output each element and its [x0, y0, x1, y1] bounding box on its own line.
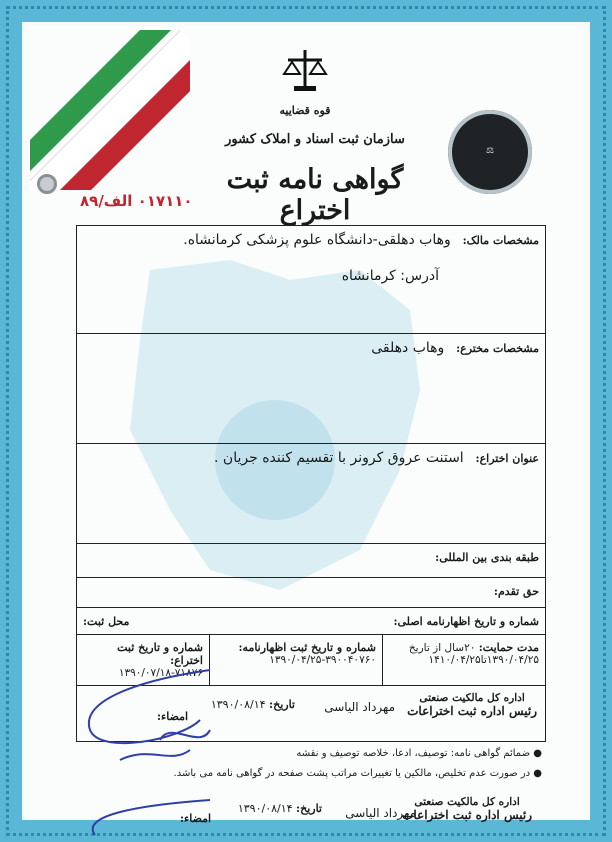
declaration-value: ۱۳۹۰/۰۴/۲۵-۳۹۰۰۴۰۷۶۰	[269, 654, 376, 666]
protection-line1: ۲۰سال از تاریخ	[408, 642, 476, 654]
protection-label: مدت حمایت:	[478, 641, 539, 654]
declaration-label: شماره و تاریخ ثبت اظهارنامه:	[238, 641, 376, 654]
sig1-office: اداره کل مالکیت صنعتی	[419, 692, 525, 704]
priority-label: حق تقدم:	[493, 585, 539, 598]
certificate-number: ۰۱۷۱۱۰ الف/۸۹	[80, 192, 193, 210]
sig1-date: ۱۳۹۰/۰۸/۱۴	[210, 698, 266, 711]
handwritten-signature-2	[60, 790, 280, 842]
eyelet	[37, 174, 57, 194]
sig1-sign-label: امضاء:	[157, 710, 189, 723]
note-attachments: ● ضمائم گواهی نامه: توصیف، ادعا، خلاصه توصیف و نقشه	[296, 748, 542, 759]
certificate-title: گواهی نامه ثبت اختراع	[226, 164, 404, 226]
classification-label: طبقه بندی بین المللی:	[435, 551, 539, 564]
registration-label: شماره و تاریخ ثبت اختراع:	[117, 641, 203, 667]
organization-name: سازمان ثبت اسناد و املاک کشور	[225, 132, 405, 147]
inventor-label: مشخصات مخترع:	[456, 342, 539, 355]
owner-address: آدرس: کرمانشاه	[341, 268, 439, 284]
sig1-role: رئیس اداره ثبت اختراعات	[407, 704, 537, 718]
sig2-name: مهرداد الیاسی	[345, 806, 416, 820]
owner-value: وهاب دهلقی-دانشگاه علوم پزشکی کرمانشاه.	[183, 232, 451, 248]
invention-title-value: استنت عروق کرونر با تقسیم کننده جریان .	[214, 450, 464, 466]
sig2-sign-label: امضاء:	[180, 812, 212, 825]
note-transfer: ● در صورت عدم تخلیص، مالکین یا تغییرات مراتب پشت صفحه در گواهی نامه می باشد.	[173, 768, 542, 779]
iran-flag-ribbon	[30, 30, 190, 190]
judiciary-label: قوه قضاییه	[279, 104, 331, 117]
inventor-value: وهاب دهلقی	[371, 340, 445, 356]
invention-title-label: عنوان اختراع:	[475, 452, 539, 465]
owner-label: مشخصات مالک:	[462, 234, 539, 247]
original-declaration-label: شماره و تاریخ اظهارنامه اصلی:	[393, 615, 539, 628]
sig2-role: رئیس اداره ثبت اختراعات	[402, 808, 532, 822]
sig2-date-block: تاریخ: ۱۳۹۰/۰۸/۱۴	[237, 802, 322, 815]
sig1-name: مهرداد الیاسی	[324, 700, 395, 714]
registration-value: ۱۳۹۰/۰۷/۱۸-۷۱۸۷۶	[118, 667, 203, 679]
scales-of-justice-emblem	[282, 46, 328, 94]
registration-place-label: محل ثبت:	[83, 615, 130, 628]
sig2-office: اداره کل مالکیت صنعتی	[414, 796, 520, 808]
hologram-seal: ⚖	[448, 110, 532, 194]
protection-line2: ۱۳۹۰/۰۴/۲۵تا۱۴۱۰/۰۴/۲۵	[428, 654, 539, 666]
handwritten-signature	[60, 660, 280, 770]
sig1-date-label: تاریخ:	[269, 698, 295, 711]
